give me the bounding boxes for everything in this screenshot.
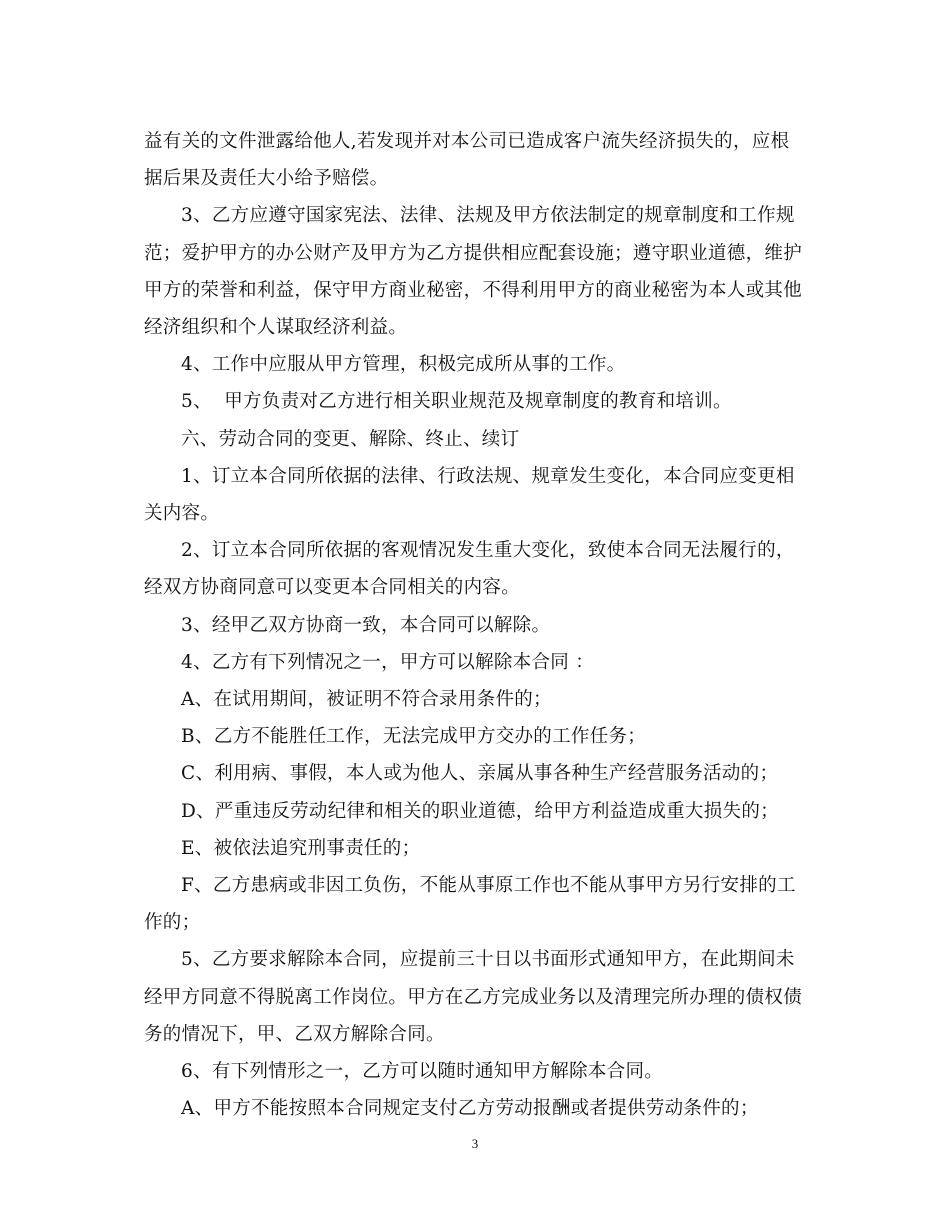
paragraph: 3、经甲乙双方协商一致，本合同可以解除。	[181, 614, 551, 636]
paragraph: 3、乙方应遵守国家宪法、法律、法规及甲方依法制定的规章制度和工作规范；爱护甲方的办公财产及甲方为乙方提供相应配套设施；遵守职业道德，维护甲方的荣誉和利益，保守甲方商业秘密，不得利用甲方的商业秘密为本人或其他经济组织和个人谋取经济利益。	[144, 205, 803, 339]
paragraph: 6、有下列情形之一，乙方可以随时通知甲方解除本合同。	[181, 1061, 664, 1083]
page-number: 3	[471, 1136, 479, 1151]
paragraph: 4、工作中应服从甲方管理，积极完成所从事的工作。	[181, 354, 626, 376]
paragraph: 5、乙方要求解除本合同，应提前三十日以书面形式通知甲方，在此期间未经甲方同意不得脱离工作岗位。甲方在乙方完成业务以及清理完所办理的债权债务的情况下，甲、乙双方解除合同。	[144, 949, 803, 1045]
paragraph: 2、订立本合同所依据的客观情况发生重大变化，致使本合同无法履行的，经双方协商同意可以变更本合同相关的内容。	[144, 540, 795, 599]
paragraph: 5、 甲方负责对乙方进行相关职业规范及规章制度的教育和培训。	[181, 391, 732, 413]
list-item: E、被依法追究刑事责任的；	[181, 837, 421, 859]
paragraph: 4、乙方有下列情况之一，甲方可以解除本合同 ：	[181, 651, 595, 673]
list-item: A、在试用期间，被证明不符合录用条件的；	[181, 689, 552, 711]
list-item: C、利用病、事假，本人或为他人、亲属从事各种生产经营服务活动的；	[181, 763, 779, 785]
list-item: D、严重违反劳动纪律和相关的职业道德，给甲方利益造成重大损失的；	[181, 800, 779, 822]
paragraph: 1、订立本合同所依据的法律、行政法规、规章发生变化，本合同应变更相关内容。	[144, 465, 795, 525]
document-body	[144, 123, 808, 1127]
paragraph: 益有关的文件泄露给他人,若发现并对本公司已造成客户流失经济损失的，应根据后果及责任大小给予赔偿。	[144, 131, 790, 190]
section-heading: 六、劳动合同的变更、解除、终止、续订	[181, 428, 520, 450]
list-item: B、乙方不能胜任工作，无法完成甲方交办的工作任务；	[181, 726, 647, 748]
list-item: F、乙方患病或非因工负伤，不能从事原工作也不能从事甲方另行安排的工作的；	[144, 875, 796, 934]
list-item: A、甲方不能按照本合同规定支付乙方劳动报酬或者提供劳动条件的；	[181, 1098, 759, 1120]
